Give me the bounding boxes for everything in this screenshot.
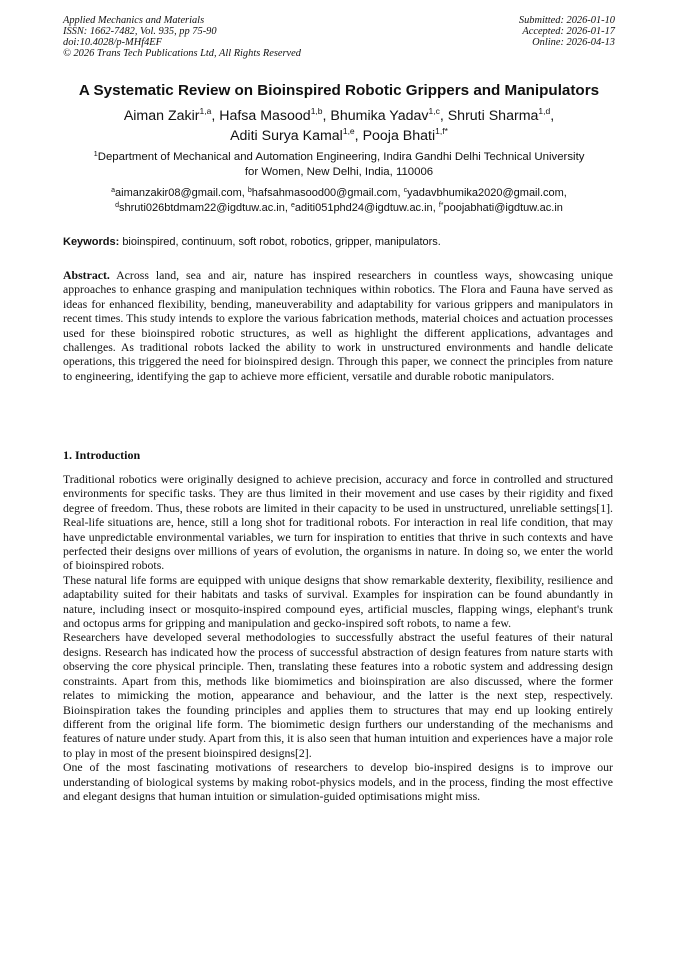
- paragraph: Researchers have developed several methodologies to successfully abstract the useful features of their natural designs. Research has indicated how the process of successful abstraction of design features from nature starts with observing the core physical principle. Then, translating these features into a robotic system and addressing design constraints. Apart from this, methods like biomimetics and bioinspiration are also discussed, where the former relates to mimicking the motion, appearance and behaviour, and the latter is the next step, respectively. Bioinspiration takes the founding principles and applies them to structures that may end up looking entirely different from the original life form. The biomimetic design furthers our understanding of the mechanisms and features of nature under study. Apart from this, it is also seen that human intuition and experiences have a major role to play in most of the present bioinspired designs[2].: [63, 630, 613, 760]
- publication-dates: [519, 15, 615, 48]
- paragraph: One of the most fascinating motivations of researchers to develop bio-inspired designs is to improve our understanding of biological systems by making robot-physics models, and in the process, finding the most effective and elegant designs that human intuition or simulation-guided optimisations might miss.: [63, 760, 613, 803]
- abstract: [63, 268, 613, 383]
- paragraph: Traditional robotics were originally designed to achieve precision, accuracy and force in controlled and structured environments for specific tasks. They are thus limited in their movement and use cases by their rigidity and fixed degree of freedom. Thus, these robots are limited in their capacity to be used in unstructured, unreliable settings[1]. Real-life situations are, hence, still a long shot for traditional robots. For interaction in real life condition, that may have unpredictable environmental variables, we turn for inspiration to entities that thrive in such contexts and have perfected their designs over millions of years of evolution, the organisms in nature. In doing so, we enter the world of bioinspired robots.: [63, 472, 613, 573]
- journal-info: [63, 15, 301, 59]
- journal-name: Applied Mechanics and Materials: [63, 15, 205, 26]
- abstract-label: Abstract.: [63, 268, 110, 282]
- keywords-text: bioinspired, continuum, soft robot, robotics, gripper, manipulators.: [122, 236, 441, 248]
- author: Pooja Bhati$^{1,f*}$: [362, 126, 448, 144]
- author-list: Aiman Zakir$^{1,a}$, Hafsa Masood$^{1,b}$, Bhumika Yadav$^{1,c}$, Shruti Sharma$^{1,d}$, Aditi Surya Kamal$^{1,e}$, Pooja Bhati$^{1,f*}$: [123, 106, 555, 144]
- author: Hafsa Masood$^{1,b}$: [219, 106, 323, 124]
- copyright: © 2026 Trans Tech Publications Ltd, All Rights Reserved: [63, 48, 301, 59]
- author: Shruti Sharma$^{1,d}$: [447, 106, 551, 124]
- author: Bhumika Yadav$^{1,c}$: [330, 106, 440, 124]
- submitted-date: Submitted: 2026-01-10: [518, 15, 615, 26]
- author: Aditi Surya Kamal$^{1,e}$: [230, 126, 355, 144]
- email[interactable]: $^e$aditi051phd24@igdtuw.ac.in: [291, 201, 433, 214]
- doi: doi:10.4028/p-MHf4EF: [63, 37, 162, 48]
- author: Aiman Zakir$^{1,a}$: [123, 106, 212, 124]
- author-emails: $^a$aimanzakir08@gmail.com, $^b$hafsahmasood00@gmail.com, $^c$yadavbhumika2020@gmail.com, $^d$shruti026btdmam22@igdtuw.ac.in, $^e$aditi051phd24@igdtuw.ac.in, $^{f*}$poojabhati@igdtuw.ac.in: [111, 187, 567, 214]
- email[interactable]: $^b$hafsahmasood00@gmail.com: [247, 187, 398, 199]
- email[interactable]: $^c$yadavbhumika2020@gmail.com: [403, 187, 564, 199]
- introduction-body: [63, 472, 613, 803]
- paragraph: These natural life forms are equipped with unique designs that show remarkable dexterity, flexibility, resilience and adaptability suited for their habitats and tasks of survival. Examples for inspiration can be found abundantly in nature, including insect or mosquito-inspired compound eyes, artificial muscles, flapping wings, elephant's trunk and octopus arms for gripping and manipulation and gecko-inspired soft robots, to name a few.: [63, 572, 613, 631]
- accepted-date: Accepted: 2026-01-17: [522, 26, 615, 37]
- email[interactable]: $^d$shruti026btdmam22@igdtuw.ac.in: [115, 201, 285, 214]
- abstract-text: Across land, sea and air, nature has inspired researchers in countless ways, showcasing unique approaches to enhance grasping and manipulation techniques within robotics. The Flora and Fauna have served as ideas for enhanced flexibility, bending, maneuverability and adaptability for various grippers and manipulators in recent times. This study intends to explore the various fabrication methods, material choices and actuation processes used for these bioinspired robotic structures, as well as highlight the different applications, advantages and challenges. As traditional robots lacked the ability to work in unstructured environments and handle delicate operations, this triggered the need for bioinspired design. Through this paper, we connect the principles from nature to engineering, identifying the gap to achieve more efficient, versatile and durable robotic manipulators.: [63, 268, 613, 383]
- email[interactable]: $^a$aimanzakir08@gmail.com: [111, 187, 242, 199]
- paper-title: A Systematic Review on Bioinspired Robotic Grippers and Manipulators: [78, 82, 600, 99]
- affiliation: $^1$Department of Mechanical and Automation Engineering, Indira Gandhi Delhi Technical University for Women, New Delhi, India, 110006: [93, 149, 585, 178]
- keywords-label: Keywords:: [63, 236, 120, 248]
- keywords: [63, 235, 615, 249]
- email[interactable]: $^{f*}$poojabhati@igdtuw.ac.in: [438, 201, 563, 214]
- online-date: Online: 2026-04-13: [532, 37, 615, 48]
- issn-volume: ISSN: 1662-7482, Vol. 935, pp 75-90: [63, 26, 217, 37]
- section-heading: 1. Introduction: [63, 448, 141, 462]
